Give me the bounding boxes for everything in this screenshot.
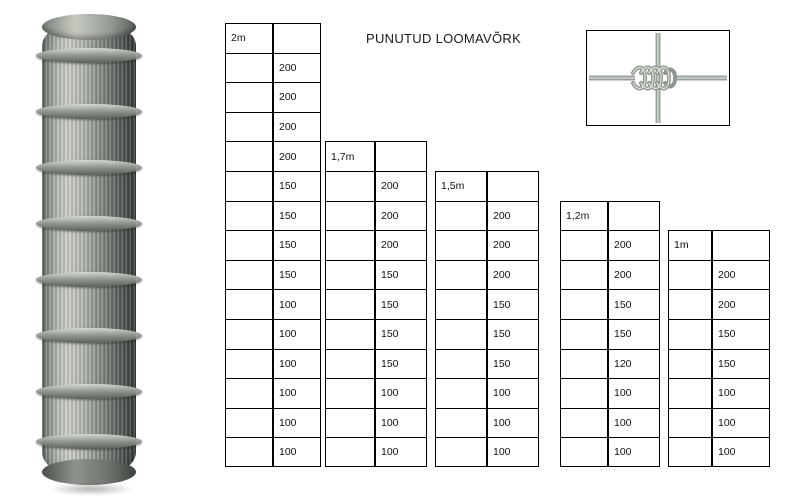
spacing-table-1-7m (325, 141, 427, 467)
table-row (225, 53, 273, 83)
table-value-column (487, 171, 539, 467)
spacing-value: 100 (487, 408, 539, 438)
table-row (435, 378, 487, 408)
table-label-column (225, 23, 273, 467)
table-row (435, 201, 487, 231)
table-row (375, 141, 427, 171)
spacing-value: 150 (375, 260, 427, 290)
table-row (560, 349, 608, 379)
table-row (325, 408, 375, 438)
table-row (435, 437, 487, 467)
roll-band (36, 272, 142, 287)
table-row (325, 319, 375, 349)
roll-band (36, 328, 142, 343)
spacing-value: 100 (487, 378, 539, 408)
spacing-value: 200 (608, 260, 660, 290)
table-row (560, 289, 608, 319)
table-row (325, 349, 375, 379)
spacing-value: 150 (375, 289, 427, 319)
table-row (225, 260, 273, 290)
spacing-value: 150 (608, 319, 660, 349)
roll-band (36, 160, 142, 175)
spacing-value: 100 (273, 319, 321, 349)
spacing-value: 200 (487, 260, 539, 290)
table-row (668, 437, 712, 467)
table-row (225, 289, 273, 319)
table-row (608, 201, 660, 231)
table-row (435, 260, 487, 290)
table-row (560, 437, 608, 467)
table-row (325, 230, 375, 260)
spacing-value: 200 (375, 201, 427, 231)
table-row (225, 408, 273, 438)
roll-band (36, 216, 142, 231)
table-row (668, 378, 712, 408)
table-row (435, 408, 487, 438)
spacing-value: 200 (273, 141, 321, 171)
table-row (225, 201, 273, 231)
table-row (225, 82, 273, 112)
wire-mesh-roll-photo (30, 14, 148, 488)
table-row (225, 319, 273, 349)
table-row (560, 378, 608, 408)
spacing-value: 100 (273, 437, 321, 467)
roll-shadow (48, 482, 134, 496)
table-label-column (668, 230, 712, 467)
roll-band (36, 104, 142, 119)
spacing-value: 100 (273, 349, 321, 379)
spacing-value: 200 (375, 230, 427, 260)
spacing-value: 100 (273, 289, 321, 319)
spacing-value: 200 (273, 53, 321, 83)
spacing-value: 100 (375, 378, 427, 408)
spacing-value: 200 (487, 230, 539, 260)
spacing-value: 100 (712, 408, 770, 438)
table-row (225, 141, 273, 171)
spacing-value: 100 (375, 408, 427, 438)
spacing-value: 100 (608, 408, 660, 438)
table-row (668, 260, 712, 290)
spacing-table-1-5m (435, 171, 539, 467)
table-header-2m: 2m (225, 23, 273, 53)
table-row (560, 230, 608, 260)
table-label-column (435, 171, 487, 467)
table-row (435, 230, 487, 260)
table-row (225, 349, 273, 379)
table-header-1-5m: 1,5m (435, 171, 487, 201)
spacing-value: 120 (608, 349, 660, 379)
spacing-value: 200 (273, 82, 321, 112)
spacing-value: 150 (375, 349, 427, 379)
table-row (273, 23, 321, 53)
roll-band (36, 48, 142, 63)
table-row (225, 171, 273, 201)
table-value-column (608, 201, 660, 467)
spacing-value: 150 (712, 349, 770, 379)
spacing-value: 200 (712, 260, 770, 290)
table-value-column (273, 23, 321, 467)
table-row (668, 319, 712, 349)
roll-vertical-wires (42, 20, 136, 478)
table-row (225, 112, 273, 142)
table-value-column (712, 230, 770, 467)
spacing-value: 150 (608, 289, 660, 319)
spacing-value: 100 (608, 437, 660, 467)
knot-detail-diagram (586, 30, 730, 126)
spacing-value: 150 (487, 319, 539, 349)
table-header-1-7m: 1,7m (325, 141, 375, 171)
spacing-value: 100 (608, 378, 660, 408)
table-row (668, 408, 712, 438)
spacing-value: 200 (712, 289, 770, 319)
knot-detail-svg (587, 31, 729, 125)
roll-band (36, 434, 142, 449)
table-row (225, 378, 273, 408)
table-value-column (375, 141, 427, 467)
table-row (487, 171, 539, 201)
page-title: PUNUTUD LOOMAVÕRK (366, 31, 522, 46)
spacing-value: 200 (487, 201, 539, 231)
spacing-value: 150 (712, 319, 770, 349)
spacing-value: 150 (487, 289, 539, 319)
table-row (225, 437, 273, 467)
spacing-value: 100 (273, 408, 321, 438)
table-header-1-2m: 1,2m (560, 201, 608, 231)
spacing-value: 200 (375, 171, 427, 201)
spacing-value: 100 (273, 378, 321, 408)
table-row (560, 408, 608, 438)
spacing-value: 150 (273, 260, 321, 290)
spacing-value: 150 (273, 171, 321, 201)
table-row (668, 289, 712, 319)
spacing-value: 150 (375, 319, 427, 349)
spacing-value: 100 (375, 437, 427, 467)
spacing-value: 200 (608, 230, 660, 260)
spacing-value: 150 (273, 230, 321, 260)
table-row (325, 378, 375, 408)
roll-band (36, 384, 142, 399)
spacing-table-1m (668, 230, 770, 467)
table-row (560, 319, 608, 349)
table-row (325, 201, 375, 231)
table-row (668, 349, 712, 379)
spacing-table-1-2m (560, 201, 660, 467)
table-row (225, 230, 273, 260)
table-row (560, 260, 608, 290)
table-row (325, 437, 375, 467)
spacing-table-2m (225, 23, 321, 467)
roll-top-cap (42, 14, 136, 40)
spacing-value: 100 (712, 437, 770, 467)
table-row (435, 349, 487, 379)
table-row (435, 319, 487, 349)
spacing-value: 150 (273, 201, 321, 231)
spacing-value: 100 (712, 378, 770, 408)
spacing-value: 150 (487, 349, 539, 379)
table-header-1m: 1m (668, 230, 712, 260)
table-label-column (325, 141, 375, 467)
table-label-column (560, 201, 608, 467)
table-row (435, 289, 487, 319)
table-row (325, 289, 375, 319)
spacing-value: 100 (487, 437, 539, 467)
table-row (712, 230, 770, 260)
table-row (325, 171, 375, 201)
spacing-value: 200 (273, 112, 321, 142)
table-row (325, 260, 375, 290)
